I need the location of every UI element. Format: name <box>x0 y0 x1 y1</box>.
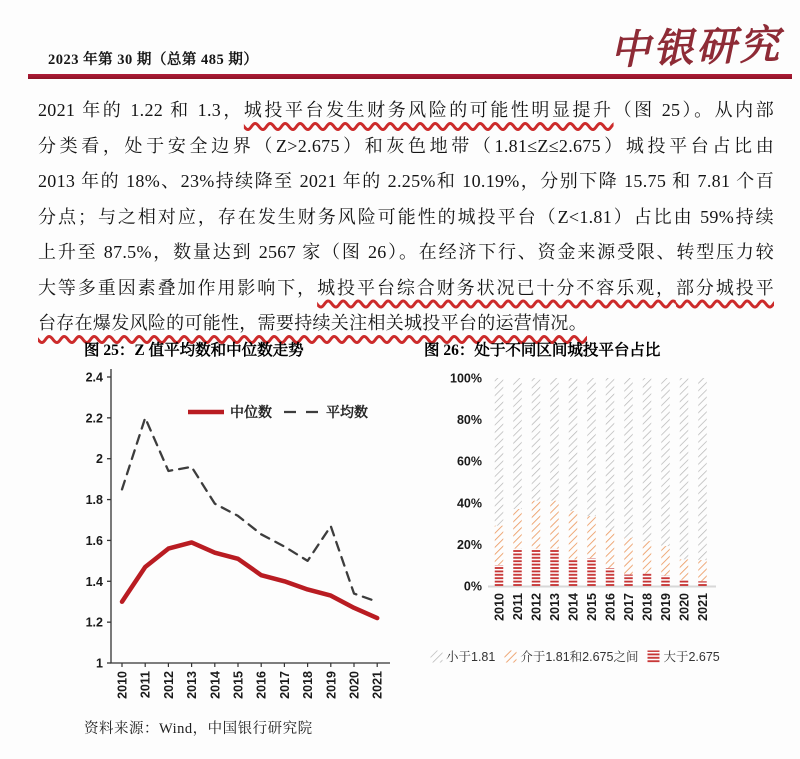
z-score-trend-line-chart <box>58 363 406 713</box>
svg-text:1.8: 1.8 <box>85 493 103 508</box>
figure-26-panel <box>424 338 796 665</box>
svg-text:0%: 0% <box>463 579 482 594</box>
bar-segment <box>587 378 596 516</box>
legend-label: 小于1.81 <box>446 650 496 664</box>
bar-segment <box>661 378 670 546</box>
svg-text:1.2: 1.2 <box>85 615 103 630</box>
body-text-segment: 分类看，处于安全边界（Z>2.675）和灰色地带（1.81≤Z≤2.675）城投平台占比由 <box>38 135 774 156</box>
svg-text:100%: 100% <box>450 371 482 386</box>
data-source-note: 资料来源：Wind，中国银行研究院 <box>84 721 313 737</box>
body-line <box>38 129 774 165</box>
svg-text:1.4: 1.4 <box>85 574 103 589</box>
svg-text:2014: 2014 <box>566 593 581 621</box>
body-text-segment: （图 25）。从内部 <box>613 100 774 120</box>
body-line <box>38 306 774 342</box>
bar-segment <box>550 501 559 549</box>
legend-swatch-icon <box>504 650 517 663</box>
svg-text:40%: 40% <box>456 496 482 511</box>
bar-segment <box>587 516 596 558</box>
body-text-segment: 上升至 87.5%，数量达到 2567 家（图 26）。在经济下行、资金来源受限、转型压力较 <box>38 242 774 262</box>
red-underlined-text: 城投平台发生财务风险的可能性明显提升 <box>243 100 614 120</box>
svg-text:1.6: 1.6 <box>85 533 103 548</box>
svg-text:80%: 80% <box>456 413 482 428</box>
figure-26-title: 图 26：处于不同区间城投平台占比 <box>424 342 661 359</box>
body-text <box>38 93 774 342</box>
body-text-segment: 分点；与之相对应，存在发生财务风险可能性的城投平台（Z<1.81）占比由 59%持续 <box>38 206 774 227</box>
figure-25-title: 图 25：Z 值平均数和中位数走势 <box>84 342 304 359</box>
svg-text:2020: 2020 <box>347 671 362 699</box>
bar-segment <box>698 560 707 581</box>
bar-segment <box>698 581 707 586</box>
svg-text:2010: 2010 <box>492 593 507 621</box>
bar-segment <box>643 541 652 573</box>
svg-text:2019: 2019 <box>659 593 673 621</box>
svg-text:60%: 60% <box>456 454 482 469</box>
svg-text:2020: 2020 <box>677 593 692 621</box>
red-underlined-text: 台存在爆发风险的可能性，需要持续关注相关城投平台的运营情况。 <box>38 313 587 333</box>
body-text-segment: 2021 年的 1.22 和 1.3， <box>38 100 244 120</box>
svg-text:2010: 2010 <box>115 671 130 699</box>
legend-label: 大于2.675 <box>663 650 720 664</box>
svg-text:2: 2 <box>96 452 103 467</box>
body-line <box>38 235 774 271</box>
bar-chart-legend <box>430 647 796 665</box>
body-text-segment: 2013 年的 18%、23%持续降至 2021 年的 2.25%和 10.19%，分别下降 15.75 和 7.81 个百 <box>38 171 774 191</box>
bar-segment <box>680 559 689 579</box>
bar-segment <box>569 559 578 586</box>
bar-segment <box>643 574 652 586</box>
svg-text:1: 1 <box>96 656 103 671</box>
body-line <box>38 164 774 200</box>
svg-text:2021: 2021 <box>696 593 710 621</box>
svg-text:2012: 2012 <box>529 593 544 621</box>
body-text-segment: 大等多重因素叠加作用影响下， <box>38 277 318 298</box>
header-rule <box>28 74 792 79</box>
bar-segment <box>532 378 541 501</box>
svg-text:2017: 2017 <box>277 671 292 699</box>
svg-text:2013: 2013 <box>548 593 562 621</box>
svg-text:2.4: 2.4 <box>85 370 103 385</box>
bar-segment <box>698 378 707 560</box>
bar-segment <box>587 558 596 586</box>
red-underlined-text: 城投平台综合财务状况已十分不容乐观， <box>317 277 676 298</box>
bar-segment <box>661 546 670 576</box>
platform-zone-stacked-bar-chart <box>424 363 734 635</box>
legend-item <box>430 647 495 665</box>
svg-text:2013: 2013 <box>185 671 200 699</box>
body-line <box>38 93 774 129</box>
bar-segment <box>569 511 578 559</box>
svg-text:2015: 2015 <box>231 671 246 699</box>
svg-text:2.2: 2.2 <box>85 411 103 426</box>
boc-research-logo: 中银研究 <box>609 22 783 73</box>
bar-segment <box>624 538 633 575</box>
svg-text:2012: 2012 <box>161 671 176 699</box>
svg-text:2011: 2011 <box>138 671 153 699</box>
bar-segment <box>606 378 615 530</box>
legend-item <box>504 647 638 665</box>
bar-segment <box>661 576 670 586</box>
svg-text:2016: 2016 <box>603 593 618 621</box>
body-line <box>38 200 774 236</box>
bar-segment <box>495 526 504 566</box>
bar-segment <box>680 378 689 559</box>
bar-segment <box>495 378 504 526</box>
bar-segment <box>513 509 522 549</box>
svg-text:2021: 2021 <box>370 671 385 699</box>
bar-segment <box>606 568 615 586</box>
bar-segment <box>643 378 652 541</box>
red-underlined-text: 部分城投平 <box>675 277 774 298</box>
bar-segment <box>624 575 633 586</box>
svg-text:中位数: 中位数 <box>230 406 272 421</box>
bar-segment <box>513 378 522 509</box>
issue-number: 2023 年第 30 期（总第 485 期） <box>48 52 259 68</box>
figure-25-panel <box>58 338 406 738</box>
svg-text:平均数: 平均数 <box>326 406 368 421</box>
svg-text:2011: 2011 <box>511 593 525 621</box>
body-line <box>38 271 774 307</box>
bar-segment <box>680 580 689 586</box>
legend-swatch-icon <box>647 650 660 663</box>
bar-segment <box>550 378 559 501</box>
bar-segment <box>606 530 615 568</box>
svg-text:20%: 20% <box>456 537 482 552</box>
bar-segment <box>550 549 559 586</box>
svg-text:2019: 2019 <box>324 671 339 699</box>
svg-text:2018: 2018 <box>640 593 655 621</box>
bar-segment <box>513 549 522 586</box>
bar-segment <box>624 378 633 538</box>
legend-label: 介于1.81和2.675之间 <box>520 650 639 664</box>
svg-text:2015: 2015 <box>585 593 599 621</box>
bar-segment <box>532 549 541 586</box>
svg-text:2014: 2014 <box>208 671 223 699</box>
bar-segment <box>569 378 578 511</box>
legend-item <box>647 647 719 665</box>
svg-text:2016: 2016 <box>254 671 269 699</box>
svg-text:2018: 2018 <box>301 671 316 699</box>
svg-text:2017: 2017 <box>622 593 636 621</box>
bar-segment <box>495 565 504 586</box>
bar-segment <box>532 501 541 549</box>
legend-swatch-icon <box>430 650 443 663</box>
